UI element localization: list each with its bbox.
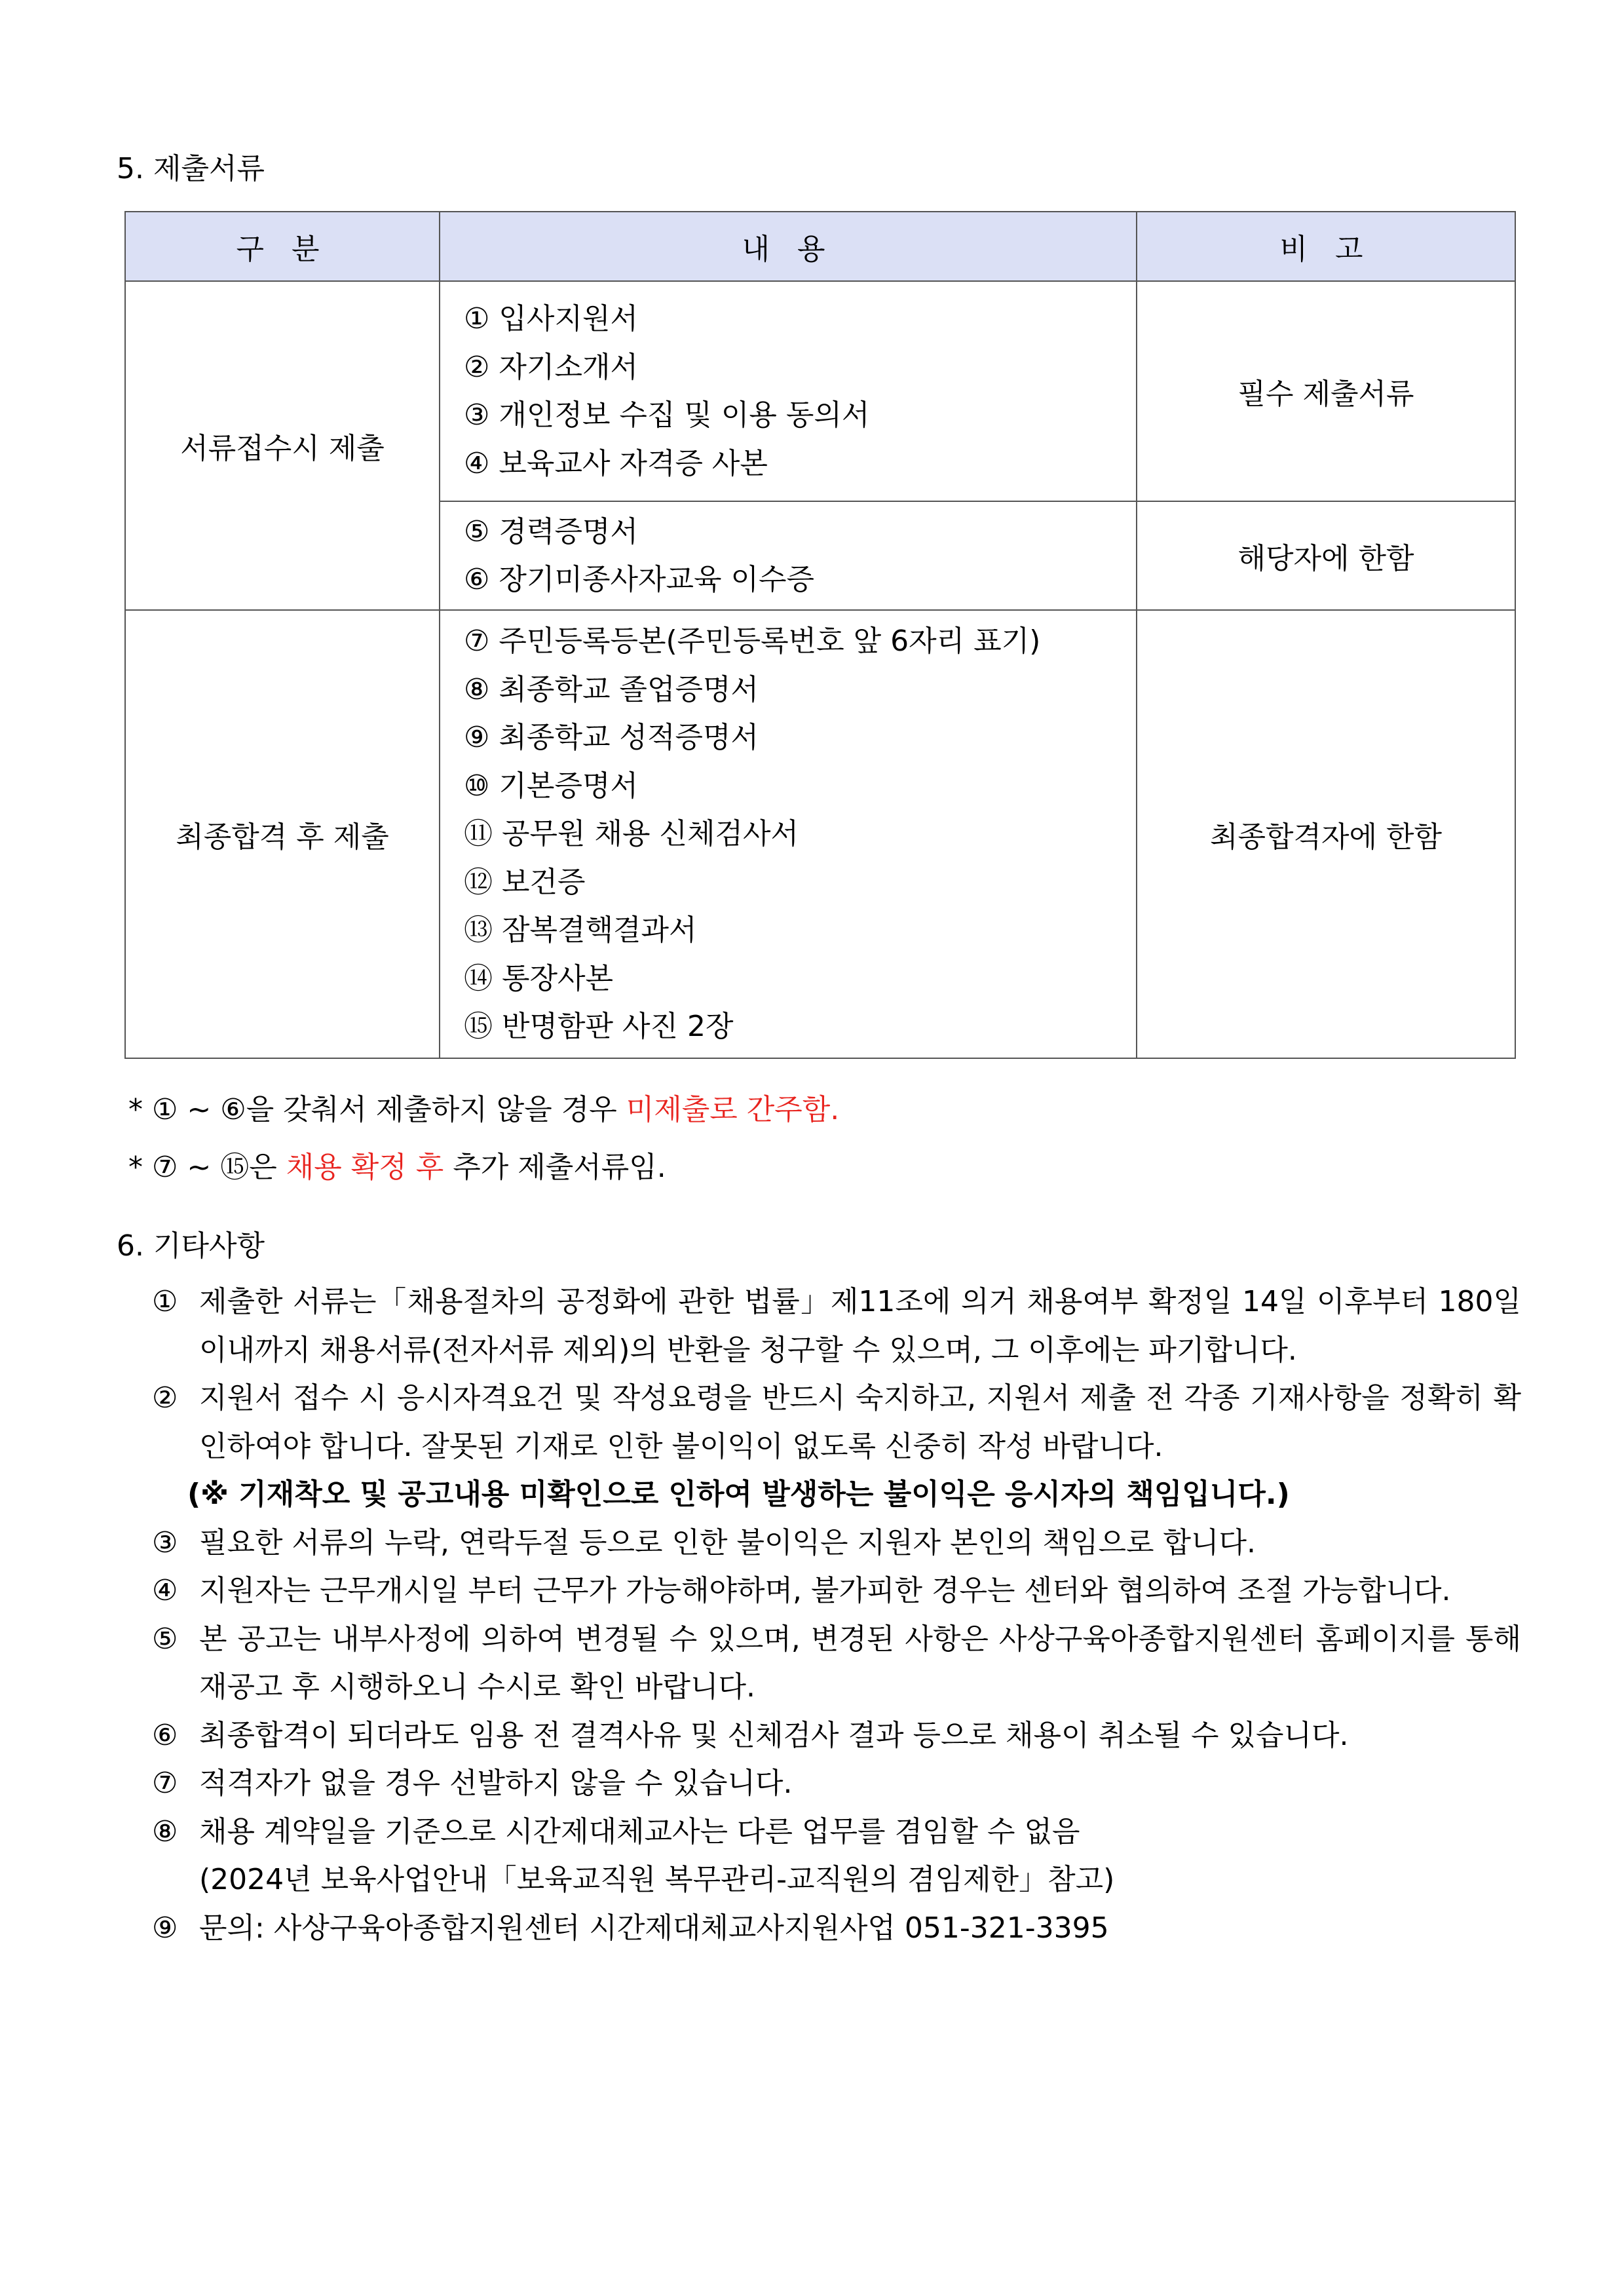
- table-row: [125, 610, 1515, 1058]
- contact-text: 문의: 사상구육아종합지원센터 시간제대체교사지원사업 051-321-3395: [199, 1911, 1109, 1945]
- list-item: [152, 1712, 1521, 1760]
- list-item: [152, 1374, 1521, 1470]
- item-number: ⑦: [152, 1767, 178, 1800]
- list-item: ⑦ 주민등록등본(주민등록번호 앞 6자리 표기): [464, 624, 1041, 659]
- list-item: ⑫ 보건증: [464, 865, 586, 899]
- note-line: [128, 1081, 839, 1139]
- list-item: ⑩ 기본증명서: [464, 769, 638, 803]
- item-main-text: 채용 계약일을 기준으로 시간제대체교사는 다른 업무를 겸임할 수 없음: [199, 1814, 1080, 1848]
- note-if-applicable: 해당자에 한함: [1137, 501, 1515, 610]
- list-item: [152, 1278, 1521, 1374]
- item-text: 적격자가 없을 경우 선발하지 않을 수 있습니다.: [199, 1767, 793, 1800]
- list-item: ⑤ 경력증명서: [464, 514, 638, 548]
- list-item: [152, 1904, 1521, 1953]
- item-text: 제출한 서류는「채용절차의 공정화에 관한 법률」제11조에 의거 채용여부 확정일 14일 이후부터 180일 이내까지 채용서류(전자서류 제외)의 반환을 청구할 수 있으며, 그 이후에는 파기합니다.: [199, 1285, 1521, 1367]
- content-final-docs: [440, 610, 1137, 1058]
- warning-text: (※ 기재착오 및 공고내용 미확인으로 인하여 발생하는 불이익은 응시자의 책임입니다.): [187, 1478, 1290, 1511]
- note-highlight: 미제출로 간주함.: [626, 1093, 840, 1126]
- item-text: 최종합격이 되더라도 임용 전 결격사유 및 신체검사 결과 등으로 채용이 취소될 수 있습니다.: [199, 1718, 1349, 1752]
- note-highlight: 채용 확정 후: [286, 1151, 444, 1184]
- item-text: 필요한 서류의 누락, 연락두절 등으로 인한 불이익은 지원자 본인의 책임으로 합니다.: [199, 1525, 1256, 1559]
- list-item: ⑭ 통장사본: [464, 961, 614, 995]
- list-item: [152, 1615, 1521, 1712]
- note-text: 추가 제출서류임.: [444, 1151, 666, 1184]
- section-5-title: 5. 제출서류: [117, 152, 265, 185]
- list-item: ⑨ 최종학교 성적증명서: [464, 721, 759, 755]
- section-6-title: 6. 기타사항: [117, 1229, 265, 1263]
- item-text: 지원서 접수 시 응시자격요건 및 작성요령을 반드시 숙지하고, 지원서 제출 전 각종 기재사항을 정확히 확인하여야 합니다. 잘못된 기재로 인한 불이익이 없도록 신중히 작성 바랍니다.: [199, 1381, 1521, 1463]
- list-item: [152, 1808, 1521, 1904]
- list-item: [152, 1759, 1521, 1808]
- documents-table: [124, 211, 1516, 1059]
- item-text: [199, 1808, 1521, 1904]
- note-required: 필수 제출서류: [1137, 281, 1515, 501]
- note-line: [128, 1139, 839, 1196]
- list-item: ① 입사지원서: [464, 302, 638, 335]
- table-row: [125, 281, 1515, 501]
- note-final: 최종합격자에 한함: [1137, 610, 1515, 1058]
- list-item: ⑥ 장기미종사자교육 이수증: [464, 563, 814, 596]
- item-number: ②: [152, 1381, 178, 1415]
- item-text: 본 공고는 내부사정에 의하여 변경될 수 있으며, 변경된 사항은 사상구육아종합지원센터 홈페이지를 통해 재공고 후 시행하오니 수시로 확인 바랍니다.: [199, 1622, 1521, 1704]
- list-item: ② 자기소개서: [464, 350, 638, 384]
- note-text: * ⑦ ~ ⑮은: [128, 1151, 286, 1184]
- item-number: ③: [152, 1525, 178, 1559]
- header-content: 내 용: [440, 212, 1137, 281]
- list-item: [152, 1519, 1521, 1567]
- list-item: ③ 개인정보 수집 및 이용 동의서: [464, 398, 870, 432]
- header-remarks: 비 고: [1137, 212, 1515, 281]
- item-number: ⑥: [152, 1718, 178, 1752]
- content-conditional-docs: [440, 501, 1137, 610]
- item-number: ⑨: [152, 1911, 178, 1945]
- note-text: * ① ~ ⑥을 갖춰서 제출하지 않을 경우: [128, 1093, 626, 1126]
- item-number: ①: [152, 1285, 178, 1318]
- list-item: ⑧ 최종학교 졸업증명서: [464, 672, 759, 706]
- header-category: 구 분: [125, 212, 440, 281]
- category-final: 최종합격 후 제출: [125, 610, 440, 1058]
- content-required-docs: [440, 281, 1137, 501]
- list-item: ④ 보육교사 자격증 사본: [464, 446, 768, 480]
- item-number: ⑤: [152, 1622, 178, 1656]
- list-item: ⑮ 반명함판 사진 2장: [464, 1010, 734, 1044]
- table-notes: [128, 1081, 839, 1196]
- list-item: ⑪ 공무원 채용 신체검사서: [464, 817, 799, 851]
- other-notes-list: [152, 1278, 1521, 1952]
- table-header-row: [125, 212, 1515, 281]
- list-item: [152, 1567, 1521, 1615]
- item-text: 지원자는 근무개시일 부터 근무가 가능해야하며, 불가피한 경우는 센터와 협의하여 조절 가능합니다.: [199, 1574, 1451, 1607]
- list-item: ⑬ 잠복결핵결과서: [464, 913, 697, 947]
- item-number: ④: [152, 1574, 178, 1607]
- category-application: 서류접수시 제출: [125, 281, 440, 610]
- item-number: ⑧: [152, 1814, 178, 1848]
- item-reference-text: (2024년 보육사업안내「보육교직원 복무관리-교직원의 겸임제한」참고): [199, 1863, 1115, 1896]
